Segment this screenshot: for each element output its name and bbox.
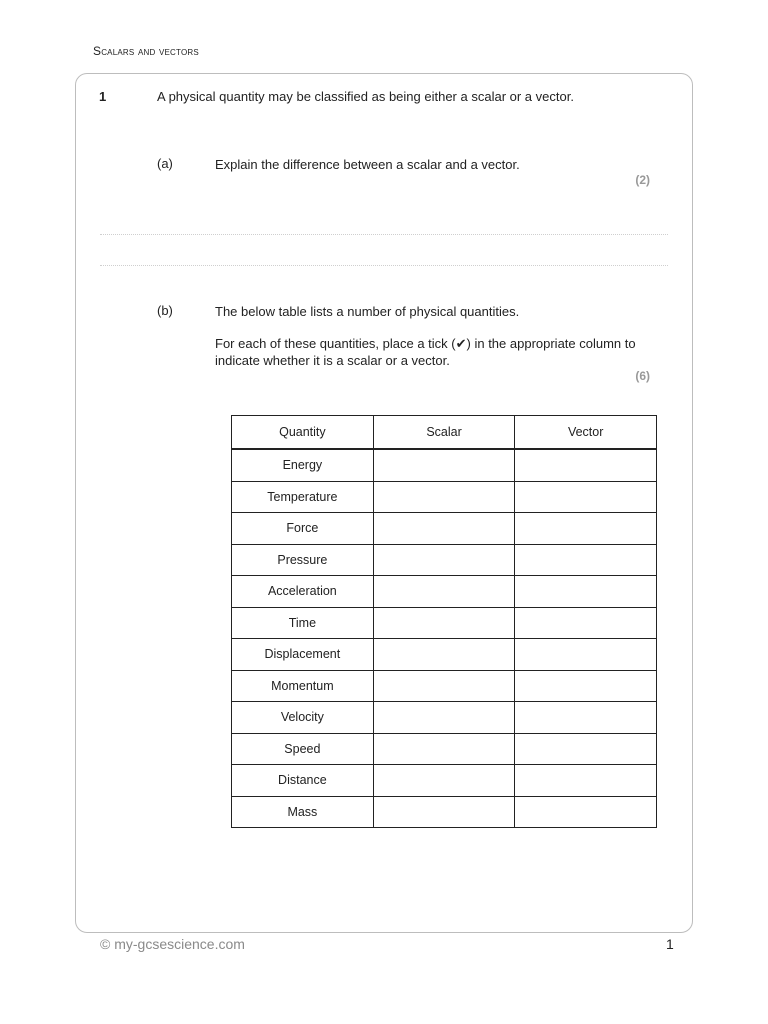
quantity-cell: Force bbox=[232, 513, 374, 545]
table-row bbox=[232, 702, 657, 734]
part-b-text-1: The below table lists a number of physical quantities. bbox=[215, 304, 520, 319]
quantity-cell: Displacement bbox=[232, 639, 374, 671]
quantity-cell: Acceleration bbox=[232, 576, 374, 608]
scalar-tick-cell[interactable] bbox=[373, 576, 515, 608]
quantity-cell: Temperature bbox=[232, 481, 374, 513]
copyright: © my-gcsescience.com bbox=[100, 936, 245, 952]
vector-tick-cell[interactable] bbox=[515, 796, 657, 828]
scalar-tick-cell[interactable] bbox=[373, 513, 515, 545]
quantity-cell: Speed bbox=[232, 733, 374, 765]
quantity-table bbox=[231, 415, 657, 828]
table-row bbox=[232, 513, 657, 545]
page-number: 1 bbox=[666, 936, 674, 952]
quantity-cell: Mass bbox=[232, 796, 374, 828]
scalar-tick-cell[interactable] bbox=[373, 481, 515, 513]
answer-line-2[interactable] bbox=[100, 265, 668, 266]
page-header: Scalars and vectors bbox=[93, 44, 199, 58]
table-header-row bbox=[232, 416, 657, 450]
quantity-cell: Pressure bbox=[232, 544, 374, 576]
table-row bbox=[232, 670, 657, 702]
quantity-cell: Momentum bbox=[232, 670, 374, 702]
scalar-tick-cell[interactable] bbox=[373, 544, 515, 576]
quantity-cell: Time bbox=[232, 607, 374, 639]
part-b-marks: (6) bbox=[635, 369, 650, 383]
vector-tick-cell[interactable] bbox=[515, 544, 657, 576]
part-b-text-2: For each of these quantities, place a tick (✔) in the appropriate column to indicate whether it is a scalar or a vector. bbox=[215, 336, 636, 368]
header-quantity: Quantity bbox=[232, 416, 374, 450]
question-text: A physical quantity may be classified as being either a scalar or a vector. bbox=[157, 89, 574, 104]
table-row bbox=[232, 449, 657, 481]
scalar-tick-cell[interactable] bbox=[373, 702, 515, 734]
vector-tick-cell[interactable] bbox=[515, 481, 657, 513]
scalar-tick-cell[interactable] bbox=[373, 639, 515, 671]
scalar-tick-cell[interactable] bbox=[373, 449, 515, 481]
table-row bbox=[232, 576, 657, 608]
vector-tick-cell[interactable] bbox=[515, 670, 657, 702]
vector-tick-cell[interactable] bbox=[515, 449, 657, 481]
vector-tick-cell[interactable] bbox=[515, 607, 657, 639]
table-row bbox=[232, 481, 657, 513]
table-row bbox=[232, 765, 657, 797]
part-a-text: Explain the difference between a scalar and a vector. bbox=[215, 157, 520, 172]
part-b-label: (b) bbox=[157, 303, 173, 318]
vector-tick-cell[interactable] bbox=[515, 639, 657, 671]
vector-tick-cell[interactable] bbox=[515, 733, 657, 765]
scalar-tick-cell[interactable] bbox=[373, 796, 515, 828]
quantity-cell: Distance bbox=[232, 765, 374, 797]
scalar-tick-cell[interactable] bbox=[373, 670, 515, 702]
scalar-tick-cell[interactable] bbox=[373, 765, 515, 797]
scalar-tick-cell[interactable] bbox=[373, 607, 515, 639]
vector-tick-cell[interactable] bbox=[515, 513, 657, 545]
quantity-cell: Velocity bbox=[232, 702, 374, 734]
header-scalar: Scalar bbox=[373, 416, 515, 450]
part-a-marks: (2) bbox=[635, 173, 650, 187]
table-row bbox=[232, 796, 657, 828]
answer-line-1[interactable] bbox=[100, 234, 668, 235]
table-row bbox=[232, 733, 657, 765]
question-number: 1 bbox=[99, 89, 107, 104]
vector-tick-cell[interactable] bbox=[515, 576, 657, 608]
table-row bbox=[232, 639, 657, 671]
quantity-cell: Energy bbox=[232, 449, 374, 481]
header-vector: Vector bbox=[515, 416, 657, 450]
vector-tick-cell[interactable] bbox=[515, 702, 657, 734]
table-row bbox=[232, 607, 657, 639]
vector-tick-cell[interactable] bbox=[515, 765, 657, 797]
part-a-label: (a) bbox=[157, 156, 173, 171]
table-row bbox=[232, 544, 657, 576]
scalar-tick-cell[interactable] bbox=[373, 733, 515, 765]
